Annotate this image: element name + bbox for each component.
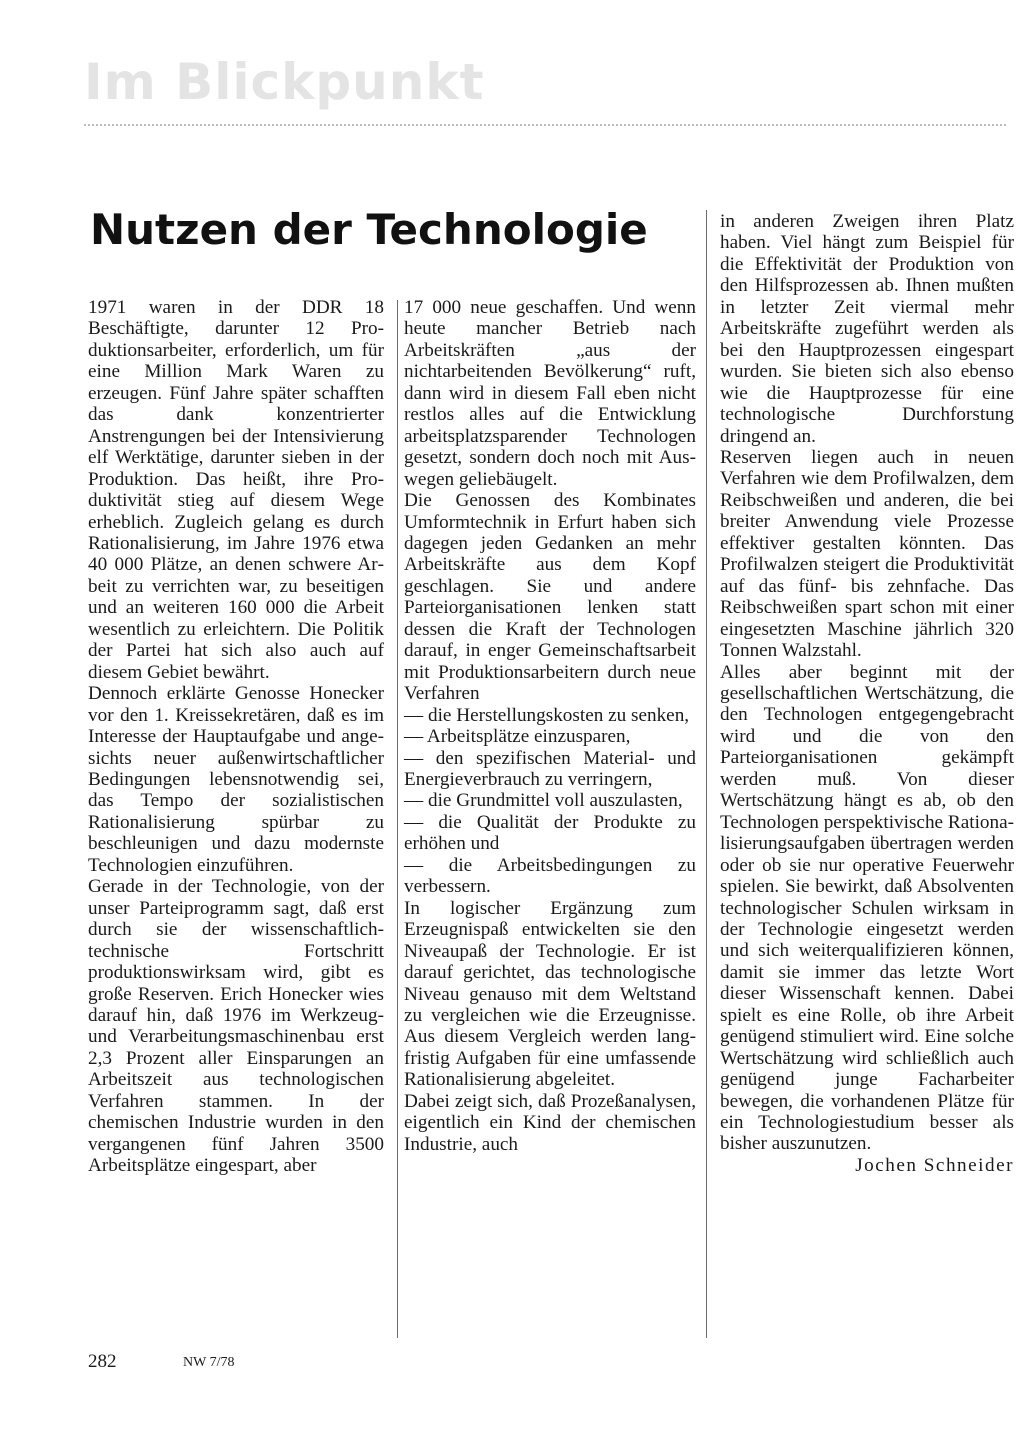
list-item: — Arbeitsplätze einzusparen, bbox=[404, 726, 631, 748]
issue-label: NW 7/78 bbox=[183, 1355, 235, 1370]
article-column-2 bbox=[404, 297, 696, 1155]
column-divider-2 bbox=[706, 210, 707, 1338]
paragraph: Gerade in der Technologie, von der unser Parteiprogramm sagt, daß erst durch sie der wissenschaftlich-technische Fortschritt produktionswirksam wird, gibt es große Reserven. Erich Honecker wies darauf hin, daß 1976 im Werkzeug- und Verarbeitungsmaschinenbau erst 2,3 Prozent aller Einsparungen an Arbeitszeit aus technologischen Verfahren stammen. In der chemischen Industrie wurden in den vergangenen fünf Jahren 3500 Arbeitsplätze eingespart, aber bbox=[88, 876, 384, 1177]
list-item: — die Qualität der Produkte zu erhöhen und bbox=[404, 811, 696, 855]
paragraph: Alles aber beginnt mit der gesellschaftlichen Wertschätzung, die den Technologen entgegengebracht wird und die von den Parteiorganisationen gekämpft werden muß. Von dieser Wertschätzung hängt es ab, ob den Technologen perspektivische Rationalisierungsaufgaben übertragen werden oder ob sie nur operative Feuerwehr spielen. Sie bewirkt, daß Absolventen technologischer Schulen wirksam in der Technologie eingesetzt werden und sich weiterqualifizieren können, damit sie immer das letzte Wort dieser Wissenschaft kennen. Dabei spielt es eine Rolle, ob ihre Arbeit genügend stimuliert wird. Eine solche Wertschätzung wird schließlich auch genügend junge Facharbeiter bewegen, die vorhandenen Plätze für ein Technologiestudium besser als bisher auszunutzen. bbox=[720, 661, 1014, 1155]
list-item: — den spezifischen Material- und Energieverbrauch zu verringern, bbox=[404, 747, 696, 790]
paragraph: 17 000 neue geschaffen. Und wenn heute mancher Betrieb nach Arbeitskräften „aus der nichtarbeitenden Bevölkerung“ ruft, dann wird in diesem Fall eben nicht restlos alles auf die Entwicklung arbeitsplatzsparender Technologen gesetzt, sondern doch noch mit Auswegen geliebäugelt. bbox=[404, 297, 696, 490]
paragraph: 1971 waren in der DDR 18 Beschäftigte, darunter 12 Produktionsarbeiter, erforderlich, um für eine Million Mark Waren zu erzeugen. Fünf Jahre später schafften das dank konzentrierter Anstrengungen bei der Intensivierung elf Werktätige, darunter sieben in der Produktion. Das heißt, ihre Produktivität stieg auf diesem Wege erheblich. Zugleich gelang es durch Rationalisierung, im Jahre 1976 etwa 40 000 Plätze, an denen schwere Arbeit zu verrichten war, zu beseitigen und an weiteren 160 000 die Arbeit wesentlich zu erleichtern. Die Politik der Partei hat sich also auch auf diesem Gebiet bewährt. bbox=[88, 297, 384, 683]
column-divider-1 bbox=[397, 300, 398, 1338]
author-signature: Jochen Schneider bbox=[855, 1154, 1014, 1176]
page-number: 282 bbox=[88, 1351, 117, 1372]
paragraph: Die Genossen des Kombinates Umformtechnik in Erfurt haben sich dagegen jeden Gedanken an mehr Arbeitskräfte aus dem Kopf geschlagen. Sie und andere Parteiorganisationen lenken statt dessen die Kraft der Technologen darauf, in enger Gemeinschaftsarbeit mit Produktionsarbeitern durch neue Verfahren bbox=[404, 490, 696, 705]
kicker-divider bbox=[84, 124, 1006, 126]
paragraph: In logischer Ergänzung zum Erzeugnispaß entwickelten sie den Niveaupaß der Technologie. Er ist darauf gerichtet, das technologische Niveau genauso mit dem Weltstand zu vergleichen wie die Erzeugnisse. Aus diesem Vergleich werden langfristig Aufgaben für eine umfassende Rationalisierung abgeleitet. bbox=[404, 897, 696, 1091]
paragraph: Dabei zeigt sich, daß Prozeßanalysen, eigentlich ein Kind der chemischen Industrie, auch bbox=[404, 1090, 696, 1155]
section-kicker: Im Blickpunkt bbox=[84, 53, 485, 111]
paragraph: Reserven liegen auch in neuen Verfahren wie dem Profilwalzen, dem Reibschweißen und anderen, die bei breiter Anwendung viele Prozesse effektiver gestalten könnten. Das Profilwalzen steigert die Produktivität auf das fünf- bis zehnfache. Das Reibschweißen spart schon mit einer eingesetzten Maschine jährlich 320 Tonnen Walzstahl. bbox=[720, 446, 1014, 662]
paragraph: in anderen Zweigen ihren Platz haben. Viel hängt zum Beispiel für die Effektivität der Produktion von den Hilfsprozessen ab. Ihnen mußten in letzter Zeit viermal mehr Arbeitskräfte zugeführt werden als bei den Hauptprozessen eingespart wurden. Sie bieten sich also ebenso wie die Hauptprozesse für eine technologische Durchforstung dringend an. bbox=[720, 211, 1014, 447]
list-item: — die Herstellungskosten zu senken, bbox=[404, 704, 690, 726]
paragraph: Dennoch erklärte Genosse Honecker vor den 1. Kreissekretären, daß es im Interesse der Hauptaufgabe und angesichts neuer außenwirtschaftlicher Bedingungen lebensnotwendig sei, das Tempo der sozialistischen Rationalisierung spürbar zu beschleunigen und dazu modernste Technologien einzuführen. bbox=[88, 683, 384, 876]
list-item: — die Grundmittel voll auszulasten, bbox=[404, 790, 683, 812]
article-column-1 bbox=[88, 297, 384, 1177]
article-headline: Nutzen der Technologie bbox=[90, 205, 648, 254]
list-item: — die Arbeitsbedingungen zu verbessern. bbox=[404, 854, 696, 898]
article-column-3 bbox=[720, 211, 1014, 1176]
